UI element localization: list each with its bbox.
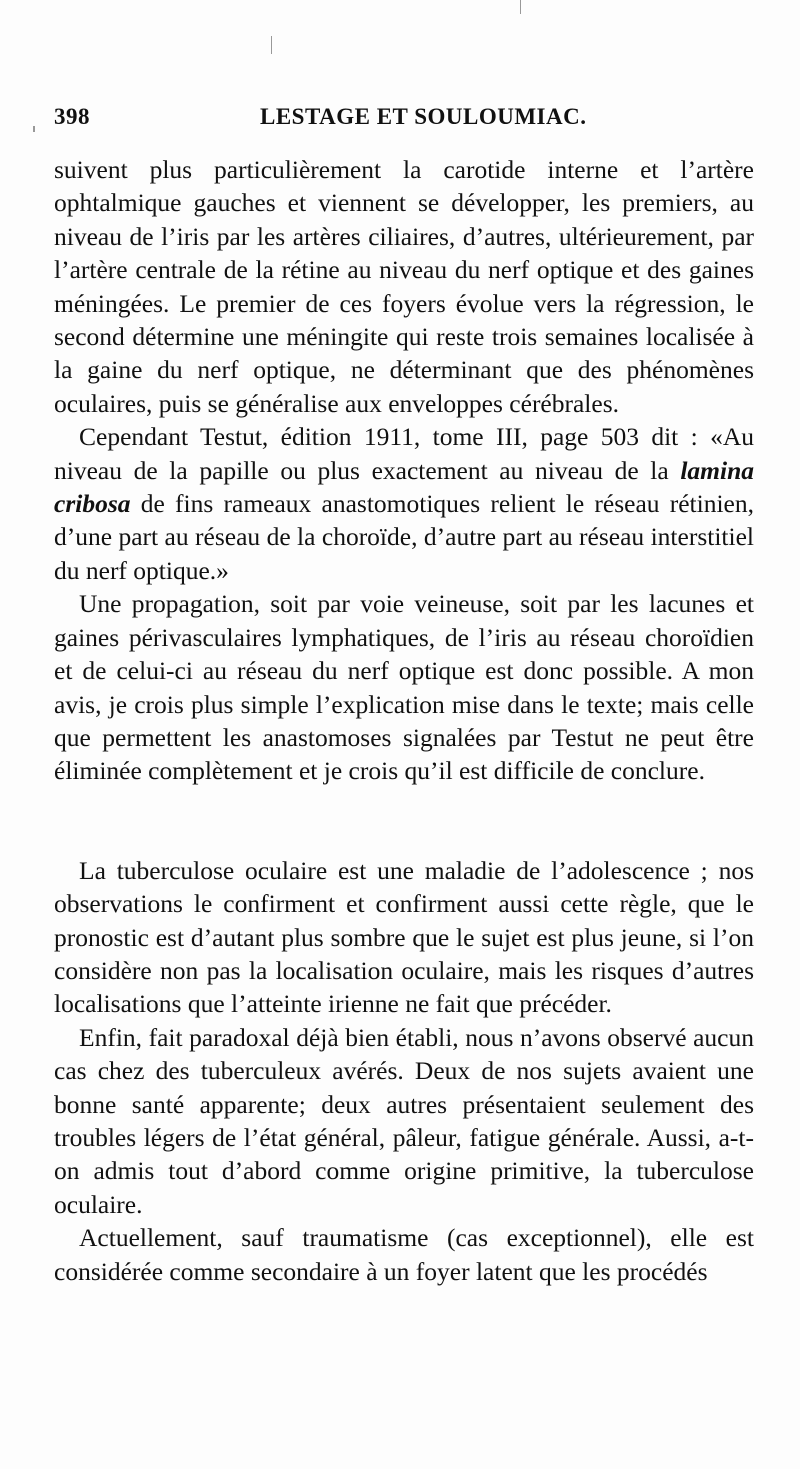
quote-text-after: de fins rameaux anastomotiques relient le réseau rétinien, d’une part au réseau de la choroïde, d’autre part au réseau interstitiel du nerf optique.» <box>54 489 754 585</box>
paragraph-actuellement: Actuellement, sauf traumatisme (cas exceptionnel), elle est considérée comme secondaire à un foyer latent que les procédés <box>54 1223 754 1286</box>
page-number: 398 <box>54 104 90 129</box>
paragraph-continued: suivent plus particulièrement la carotide interne et l’artère ophtalmique gauches et viennent se développer, les premiers, au niveau de l’iris par les artères ciliaires, d’autres, ultérieurement, par l’artère centrale de la rétine au niveau du nerf optique et des gaines méningées. Le premier de ces foyers évolue vers la régression, le second détermine une méningite qui reste trois semaines localisée à la gaine du nerf optique, ne déterminant que des phénomènes oculaires, puis se généralise aux enveloppes cérébrales. <box>54 155 754 418</box>
paragraph-propagation: Une propagation, soit par voie veineuse, soit par les lacunes et gaines périvasculaires lymphatiques, de l’iris au réseau choroïdien et de celui-ci au réseau du nerf optique est donc possible. A mon avis, je crois plus simple l’explication mise dans le texte; mais celle que permettent les anastomoses signalées par Testut ne peut être éliminée complètement et je crois qu’il est difficile de conclure. <box>54 589 754 786</box>
running-head: LESTAGE ET SOULOUMIAC. <box>260 104 587 129</box>
scan-speck <box>33 126 35 132</box>
paragraph-paradoxal: Enfin, fait paradoxal déjà bien établi, nous n’avons observé aucun cas chez des tuberculeux avérés. Deux de nos sujets avaient une bonne santé apparente; deux autres présentaient seulement des troubles légers de l’état général, pâleur, fatigue générale. Aussi, a-t-on admis tout d’abord comme origine primitive, la tuberculose oculaire. <box>54 1022 754 1219</box>
paragraph-adolescence: La tuberculose oculaire est une maladie de l’adolescence ; nos observations le confirment et confirment aussi cette règle, que le pronostic est d’autant plus sombre que le sujet est plus jeune, si l’on considère non pas la localisation oculaire, mais les risques d’autres localisations que l’atteinte irienne ne fait que précéder. <box>54 855 754 1019</box>
body-text <box>54 153 754 1288</box>
quote-text-before: Cependant Testut, édition 1911, tome III, page 503 dit : «Au niveau de la papille ou plus exactement au niveau de la <box>54 422 754 485</box>
page-header <box>54 104 754 144</box>
paragraph-testut-quote <box>54 420 754 587</box>
scan-speck <box>520 0 521 14</box>
scan-speck <box>271 36 272 54</box>
section-gap <box>54 788 754 854</box>
latin-term: lamina cribosa <box>54 455 754 519</box>
